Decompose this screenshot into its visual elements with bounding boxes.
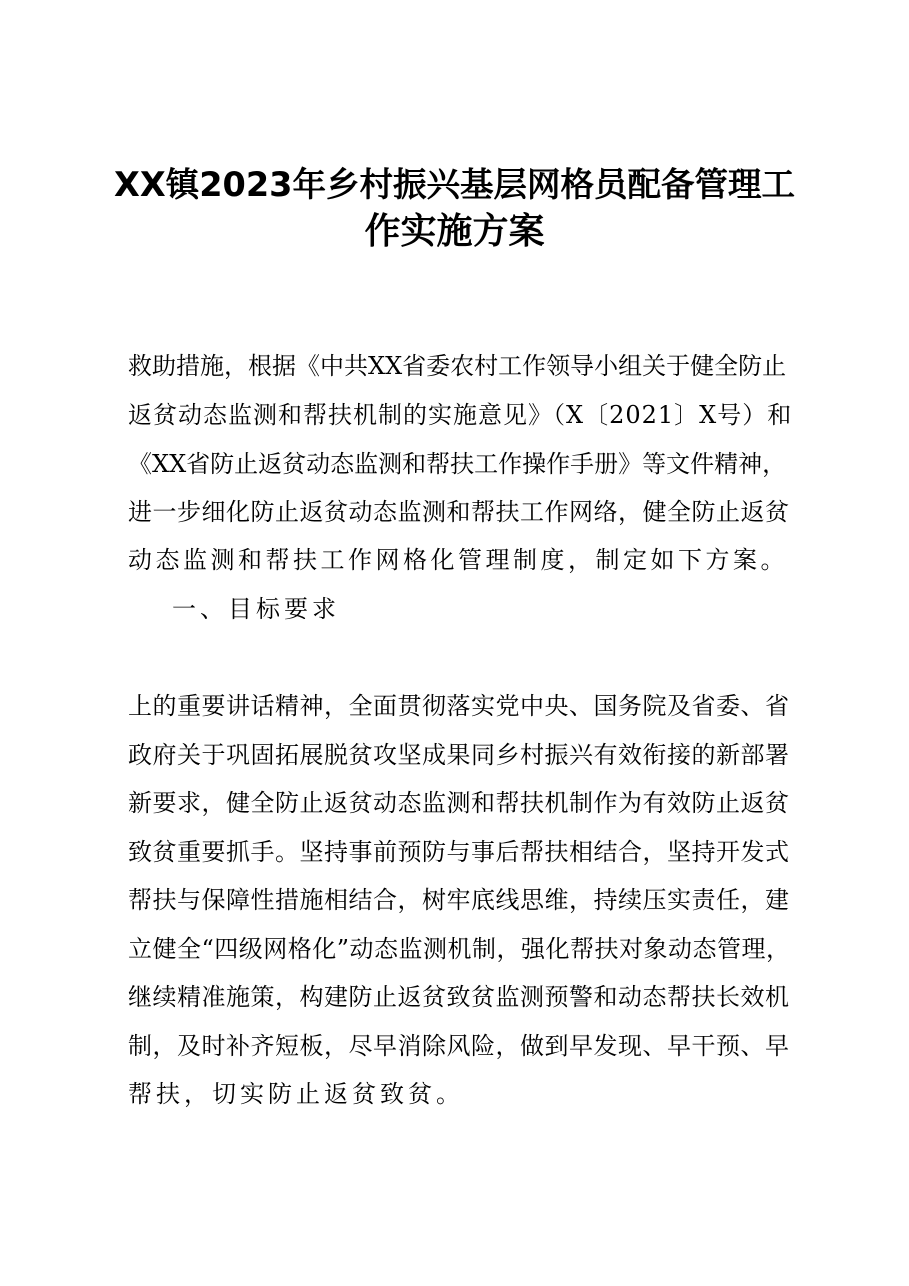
paragraph-2-line-8: 继续精准施策，构建防止返贫致贫监测预警和动态帮扶长效机 [128,983,790,1011]
paragraph-2-line-4: 新要求，健全防止返贫动态监测和帮扶机制作为有效防止返贫 [128,789,790,817]
paragraph-2-line-9: 制，及时补齐短板，尽早消除风险，做到早发现、早干预、早 [128,1032,790,1060]
paragraph-2-line-10: 帮扶，切实防止返贫致贫。 [128,1080,464,1108]
paragraph-2-line-5: 致贫重要抓手。坚持事前预防与事后帮扶相结合，坚持开发式 [128,838,790,866]
paragraph-1-line-6: 动态监测和帮扶工作网格化管理制度，制定如下方案。 [128,546,788,574]
paragraph-1-line-5: 进一步细化防止返贫动态监测和帮扶工作网络，健全防止返贫 [128,498,790,526]
document-title-line-2: 作实施方案 [364,211,545,252]
paragraph-1-line-3: 返贫动态监测和帮扶机制的实施意见》（X〔2021〕X号）和 [128,401,793,429]
section-1-heading: 一、目标要求 [172,595,340,623]
paragraph-2-line-3: 政府关于巩固拓展脱贫攻坚成果同乡村振兴有效衔接的新部署 [128,741,790,769]
paragraph-1-line-2: 救助措施，根据《中共XX省委农村工作领导小组关于健全防止 [128,352,787,380]
paragraph-1-line-4: 《XX省防止返贫动态监测和帮扶工作操作手册》等文件精神， [128,450,787,478]
paragraph-2-line-7: 立健全“四级网格化”动态监测机制，强化帮扶对象动态管理， [128,935,791,963]
document-title-line-1: XX镇2023年乡村振兴基层网格员配备管理工 [114,165,795,204]
paragraph-2-line-6: 帮扶与保障性措施相结合，树牢底线思维，持续压实责任，建 [128,886,790,914]
paragraph-2-line-2: 上的重要讲话精神，全面贯彻落实党中央、国务院及省委、省 [128,692,790,720]
